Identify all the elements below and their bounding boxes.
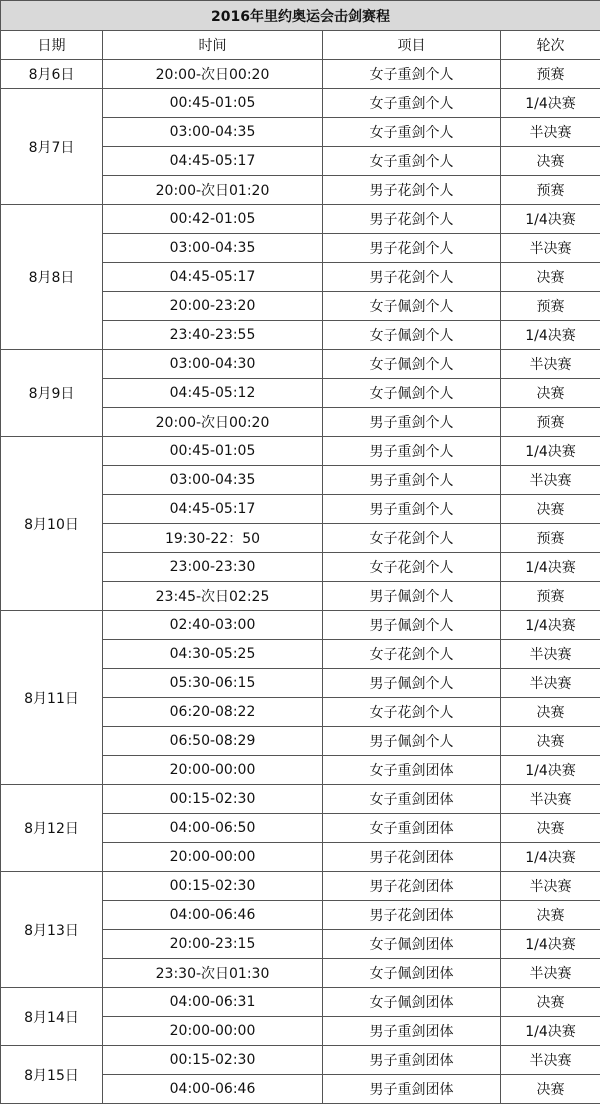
- round-cell: 半决赛: [501, 785, 600, 814]
- round-cell: 预赛: [501, 524, 600, 553]
- table-title: 2016年里约奥运会击剑赛程: [1, 1, 600, 31]
- time-cell: 20:00-00:00: [103, 1017, 323, 1046]
- date-cell: 8月13日: [1, 872, 103, 988]
- time-cell: 20:00-23:20: [103, 292, 323, 321]
- table-row: [1, 60, 600, 89]
- round-cell: 决赛: [501, 698, 600, 727]
- time-cell: 04:45-05:17: [103, 263, 323, 292]
- date-cell: 8月9日: [1, 350, 103, 437]
- time-cell: 03:00-04:35: [103, 234, 323, 263]
- table-row: [1, 785, 600, 814]
- time-cell: 03:00-04:35: [103, 466, 323, 495]
- round-cell: 决赛: [501, 147, 600, 176]
- time-cell: 04:30-05:25: [103, 640, 323, 669]
- event-cell: 女子花剑个人: [323, 698, 501, 727]
- event-cell: 男子重剑团体: [323, 1075, 501, 1104]
- time-cell: 23:30-次日01:30: [103, 959, 323, 988]
- round-cell: 1/4决赛: [501, 321, 600, 350]
- event-cell: 男子重剑个人: [323, 495, 501, 524]
- time-cell: 20:00-次日00:20: [103, 60, 323, 89]
- round-cell: 1/4决赛: [501, 437, 600, 466]
- time-cell: 02:40-03:00: [103, 611, 323, 640]
- time-cell: 04:00-06:46: [103, 1075, 323, 1104]
- time-cell: 04:45-05:17: [103, 495, 323, 524]
- round-cell: 决赛: [501, 1075, 600, 1104]
- time-cell: 20:00-00:00: [103, 756, 323, 785]
- event-cell: 女子重剑个人: [323, 147, 501, 176]
- time-cell: 03:00-04:35: [103, 118, 323, 147]
- event-cell: 女子重剑个人: [323, 60, 501, 89]
- table-row: [1, 89, 600, 118]
- event-cell: 女子重剑团体: [323, 814, 501, 843]
- time-cell: 00:45-01:05: [103, 89, 323, 118]
- event-cell: 男子重剑个人: [323, 437, 501, 466]
- table-row: [1, 205, 600, 234]
- event-cell: 女子佩剑个人: [323, 321, 501, 350]
- column-header-time: 时间: [103, 31, 323, 60]
- round-cell: 半决赛: [501, 118, 600, 147]
- table-row: [1, 350, 600, 379]
- event-cell: 女子花剑个人: [323, 553, 501, 582]
- event-cell: 男子佩剑个人: [323, 727, 501, 756]
- time-cell: 04:45-05:17: [103, 147, 323, 176]
- event-cell: 男子重剑团体: [323, 1017, 501, 1046]
- time-cell: 00:15-02:30: [103, 785, 323, 814]
- event-cell: 男子佩剑个人: [323, 669, 501, 698]
- time-cell: 20:00-00:00: [103, 843, 323, 872]
- time-cell: 20:00-次日01:20: [103, 176, 323, 205]
- round-cell: 半决赛: [501, 669, 600, 698]
- time-cell: 23:00-23:30: [103, 553, 323, 582]
- date-cell: 8月11日: [1, 611, 103, 785]
- round-cell: 决赛: [501, 988, 600, 1017]
- round-cell: 半决赛: [501, 872, 600, 901]
- schedule-body: [1, 60, 600, 1104]
- time-cell: 06:50-08:29: [103, 727, 323, 756]
- event-cell: 男子重剑个人: [323, 408, 501, 437]
- round-cell: 预赛: [501, 292, 600, 321]
- event-cell: 男子花剑团体: [323, 901, 501, 930]
- round-cell: 预赛: [501, 582, 600, 611]
- round-cell: 1/4决赛: [501, 756, 600, 785]
- time-cell: 00:45-01:05: [103, 437, 323, 466]
- date-cell: 8月12日: [1, 785, 103, 872]
- title-row: [1, 1, 600, 31]
- round-cell: 半决赛: [501, 350, 600, 379]
- event-cell: 男子重剑个人: [323, 466, 501, 495]
- time-cell: 00:42-01:05: [103, 205, 323, 234]
- event-cell: 男子佩剑个人: [323, 611, 501, 640]
- table-row: [1, 1046, 600, 1075]
- event-cell: 女子重剑个人: [323, 118, 501, 147]
- event-cell: 男子重剑团体: [323, 1046, 501, 1075]
- column-header-date: 日期: [1, 31, 103, 60]
- time-cell: 05:30-06:15: [103, 669, 323, 698]
- column-header-event: 项目: [323, 31, 501, 60]
- column-header-round: 轮次: [501, 31, 600, 60]
- time-cell: 00:15-02:30: [103, 872, 323, 901]
- time-cell: 23:45-次日02:25: [103, 582, 323, 611]
- event-cell: 女子重剑个人: [323, 89, 501, 118]
- time-cell: 04:45-05:12: [103, 379, 323, 408]
- round-cell: 决赛: [501, 263, 600, 292]
- round-cell: 1/4决赛: [501, 205, 600, 234]
- event-cell: 男子花剑个人: [323, 234, 501, 263]
- round-cell: 预赛: [501, 60, 600, 89]
- time-cell: 19:30-22：50: [103, 524, 323, 553]
- event-cell: 女子佩剑团体: [323, 930, 501, 959]
- round-cell: 预赛: [501, 176, 600, 205]
- round-cell: 决赛: [501, 495, 600, 524]
- round-cell: 1/4决赛: [501, 930, 600, 959]
- date-cell: 8月8日: [1, 205, 103, 350]
- round-cell: 半决赛: [501, 959, 600, 988]
- round-cell: 决赛: [501, 901, 600, 930]
- date-cell: 8月10日: [1, 437, 103, 611]
- time-cell: 04:00-06:31: [103, 988, 323, 1017]
- round-cell: 1/4决赛: [501, 89, 600, 118]
- event-cell: 女子佩剑团体: [323, 959, 501, 988]
- event-cell: 女子重剑团体: [323, 785, 501, 814]
- round-cell: 半决赛: [501, 640, 600, 669]
- event-cell: 男子花剑团体: [323, 843, 501, 872]
- time-cell: 06:20-08:22: [103, 698, 323, 727]
- round-cell: 1/4决赛: [501, 843, 600, 872]
- round-cell: 1/4决赛: [501, 611, 600, 640]
- round-cell: 决赛: [501, 814, 600, 843]
- round-cell: 决赛: [501, 379, 600, 408]
- event-cell: 男子花剑个人: [323, 176, 501, 205]
- event-cell: 女子佩剑个人: [323, 292, 501, 321]
- table-row: [1, 872, 600, 901]
- table-row: [1, 611, 600, 640]
- event-cell: 男子花剑个人: [323, 205, 501, 234]
- round-cell: 半决赛: [501, 466, 600, 495]
- event-cell: 男子佩剑个人: [323, 582, 501, 611]
- time-cell: 03:00-04:30: [103, 350, 323, 379]
- time-cell: 04:00-06:46: [103, 901, 323, 930]
- date-cell: 8月15日: [1, 1046, 103, 1104]
- event-cell: 男子花剑团体: [323, 872, 501, 901]
- event-cell: 女子佩剑团体: [323, 988, 501, 1017]
- time-cell: 20:00-23:15: [103, 930, 323, 959]
- event-cell: 女子花剑个人: [323, 640, 501, 669]
- round-cell: 预赛: [501, 408, 600, 437]
- event-cell: 男子花剑个人: [323, 263, 501, 292]
- round-cell: 半决赛: [501, 1046, 600, 1075]
- event-cell: 女子佩剑个人: [323, 350, 501, 379]
- time-cell: 00:15-02:30: [103, 1046, 323, 1075]
- event-cell: 女子佩剑个人: [323, 379, 501, 408]
- time-cell: 04:00-06:50: [103, 814, 323, 843]
- round-cell: 半决赛: [501, 234, 600, 263]
- table-row: [1, 437, 600, 466]
- event-cell: 女子重剑团体: [323, 756, 501, 785]
- time-cell: 23:40-23:55: [103, 321, 323, 350]
- header-row: [1, 31, 600, 60]
- round-cell: 1/4决赛: [501, 553, 600, 582]
- round-cell: 1/4决赛: [501, 1017, 600, 1046]
- table-row: [1, 988, 600, 1017]
- event-cell: 女子花剑个人: [323, 524, 501, 553]
- date-cell: 8月7日: [1, 89, 103, 205]
- round-cell: 决赛: [501, 727, 600, 756]
- date-cell: 8月6日: [1, 60, 103, 89]
- date-cell: 8月14日: [1, 988, 103, 1046]
- time-cell: 20:00-次日00:20: [103, 408, 323, 437]
